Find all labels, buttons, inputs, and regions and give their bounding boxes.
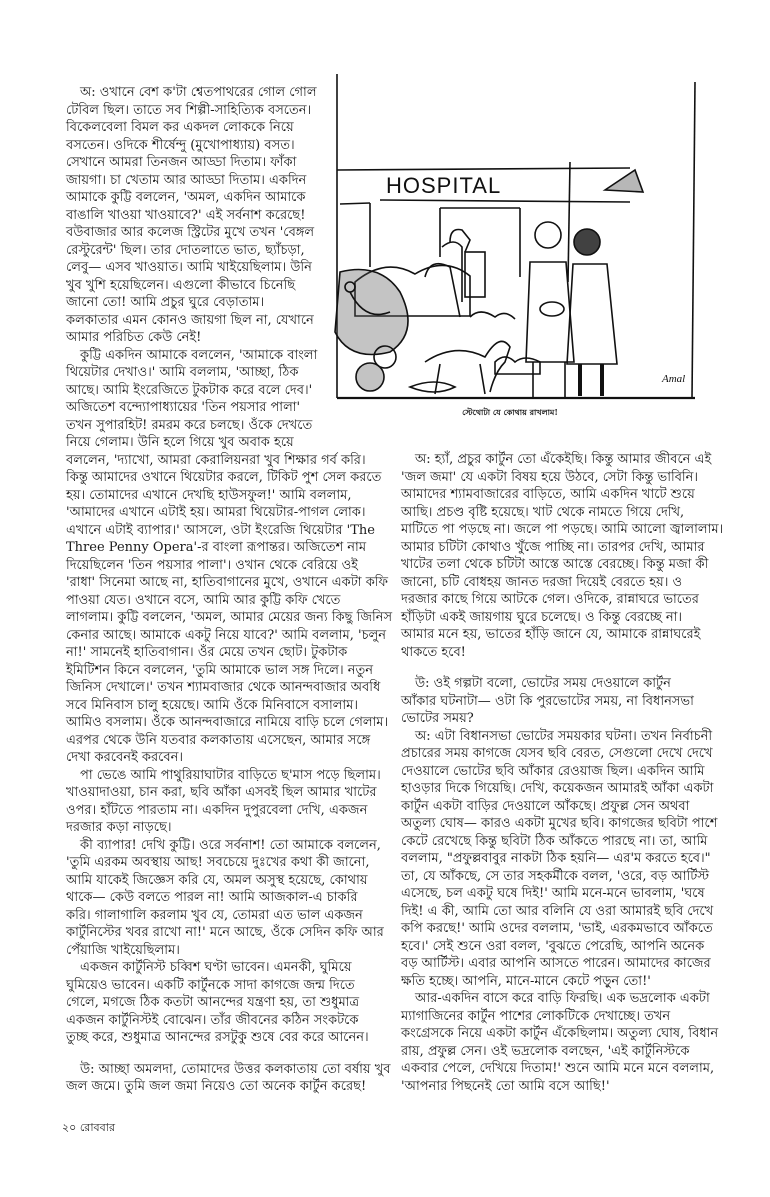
text-line: থাকতে হবে! (401, 644, 466, 660)
text-line: আমার চটিটা কোথাও খুঁজে পাচ্ছি না। তারপর দেখি, আমার (401, 539, 705, 555)
page-footer (62, 1119, 115, 1138)
text-line: কলকাতার এমন কোনও জায়গা ছিল না, যেখানে (66, 312, 314, 328)
text-line: 'আমাদের এখানে এটাই হয়। আমরা থিয়েটার-পাগল লোক। (66, 505, 366, 520)
text-line: লাগলাম। কুট্টি বললেন, 'অমল, আমার মেয়ের জন্য কিছু জিনিস (66, 610, 393, 625)
paragraph (401, 990, 719, 1095)
text-line: বাঙালি খাওয়া খাওয়াবে?' এই সর্বনাশ করেছে! (66, 207, 306, 223)
text-line: জিনিস দেখালে।' তখন শ্যামবাজার থেকে আনন্দবাজার অবধি (66, 680, 381, 695)
text-line: হাঁড়িটা একই জায়গায় ঘুরে চলেছে। ও কিন্তু বেরচ্ছে না। (401, 609, 683, 625)
text-line: হয়। তোমাদের এখানে দেখছি হাউসফুল!' আমি বললাম, (66, 487, 352, 503)
text-line: টেবিল ছিল। তাতে সব শিল্পী-সাহিত্যিক বসতেন। (66, 102, 312, 118)
text-line: লেবু— এসব খাওয়াত। আমি খাইয়েছিলাম। উনি (66, 260, 312, 275)
text-line: বললেন, 'দ্যাখো, আমরা কেরালিয়নরা খুব শিক্ষার গর্ব করি। (66, 452, 366, 468)
text-line: পা ভেঙে আমি পাথুরিয়াঘাটার বাড়িতে ছ'মাস পড়ে ছিলাম। (80, 767, 381, 783)
text-line: পেঁয়াজি খাইয়েছিলাম। (66, 942, 180, 958)
paragraph (66, 84, 371, 347)
text-line: তুচ্ছ করে, শুধুমাত্র আনন্দের রসটুকু শুষে বের করে আনেন। (66, 1030, 369, 1045)
text-line: প্রচারের সময় কাগজে যেসব ছবি বেরত, সেগুলো দেখে দেখে (401, 746, 713, 761)
text-line: ঘুমিয়েও ভাবেন। একটি কার্টুনকে সাদা কাগজে জন্ম দিতে (66, 977, 355, 993)
text-line: দেওয়ালে ভোটের ছবি আঁকার রেওয়াজ ছিল। একদিন আমি (401, 763, 705, 779)
text-line: আমার মনে হয়, ভাতের হাঁড়ি জানে যে, আমাকে রান্নাঘরেই (401, 627, 701, 642)
text-line: রেস্টুরেন্ট' ছিল। তার দোতলাতে ভাত, ছ্যাঁচড়া, (66, 242, 305, 258)
text-line: খাওয়াদাওয়া, চান করা, ছবি আঁকা এসবই ছিল আমার খাটের (66, 785, 377, 800)
text-line: 'জল জমা' যে একটা বিষয় হয়ে উঠবে, সেটা কিন্তু ভাবিনি। (401, 469, 699, 485)
cartoon-caption: স্টেথোটা যে কোথায় রাখলাম! (462, 407, 558, 417)
article-left-column (66, 84, 393, 1096)
text-line: দরজার কাছে গিয়ে আটকে গেল। ওদিকে, রান্নাঘরে ভাতের (401, 592, 699, 607)
text-line: অজিতেশ বন্দ্যোপাধ্যায়ের 'তিন পয়সার পালা' (66, 400, 301, 415)
text-line: বড় আর্টিস্ট। এবার আপনি আসতে পারেন। আমাদের কাজের (401, 956, 711, 971)
text-line: জানো, চটি বোধহয় জানত দরজা দিয়েই বেরতে হয়। ও (401, 574, 683, 590)
text-line: আমি যাকেই জিজ্ঞেস করি যে, অমল অসুস্থ হয়েছে, কোথায় (66, 872, 368, 888)
paragraph (401, 675, 701, 728)
text-line: সেখানে আমরা তিনজন আড্ডা দিতাম। ফাঁকা (66, 155, 297, 170)
text-line: একবার পেলে, দেখিয়ে দিতাম!' শুনে আমি মনে মনে বললাম, (401, 1061, 715, 1076)
text-line: কেনার আছে। আমাকে একটু নিয়ে যাবে?' আমি বললাম, 'চলুন (66, 627, 387, 643)
text-line: নিয়ে গেলাম। উনি হলে গিয়ে খুব অবাক হয়ে (66, 435, 294, 450)
text-line: এরপর থেকে উনি যতবার কলকাতায় এসেছেন, আমার সঙ্গে (66, 732, 371, 748)
text-line: কুট্টি একদিন আমাকে বললেন, 'আমাকে বাংলা (80, 347, 318, 363)
text-line: একজন কার্টুনিস্ট চব্বিশ ঘণ্টা ভাবেন। এমনকী, ঘুমিয়ে (80, 960, 352, 975)
text-line: আমাকে কুট্টি বললেন, 'অমল, একদিন আমাকে (66, 190, 306, 205)
text-line: কেটে রেখেছে কিন্তু ছবিটা ঠিক আঁকতে পারছে না। তা, আমি (401, 833, 708, 849)
paragraph (66, 767, 381, 837)
text-line: আঁকার ঘটনাটা— ওটা কি পুরভোটের সময়, না বিধানসভা (401, 693, 694, 709)
paragraph (66, 959, 371, 1047)
text-line: ক্ষতি হচ্ছে। আপনি, মানে-মানে কেটে পড়ুন তো!' (401, 973, 651, 989)
text-line: মাটিতে পা পড়ছে না। জলে পা পড়ছে। আমি আলো জ্বালালাম। (401, 522, 724, 537)
text-line: গেলে, মগজে ঠিক কতটা আনন্দের যন্ত্রণা হয়, তা শুধুমাত্র (66, 995, 359, 1010)
text-line: সবে মিনিবাস চালু হয়েছে। আমি ওঁকে মিনিবাসে বসালাম। (66, 697, 359, 713)
text-line: 'তুমি এরকম অবস্থায় আছ! সবচেয়ে দুঃখের কথা কী জানো, (66, 855, 370, 870)
text-line: আছি। প্রচণ্ড বৃষ্টি হয়েছে। খাট থেকে নামতে গিয়ে দেখি, (401, 504, 685, 520)
text-line: একজন কার্টুনিস্টই বোঝেন। তাঁর জীবনের কঠিন সংকটকে (66, 1012, 359, 1028)
text-line: আমার পরিচিত কেউ নেই! (66, 330, 202, 345)
paragraph (66, 1061, 391, 1096)
text-line: কপি করছে!' আমি ওদের বললাম, 'ভাই, এরকমভাবে আঁকতে (401, 921, 713, 936)
text-line: আমিও বসলাম। ওঁকে আনন্দবাজারে নামিয়ে বাড়ি চলে গেলাম। (66, 715, 389, 730)
text-line: ম্যাগাজিনের কার্টুন পাশের লোকটিকে দেখাচ্ছে। তখন (401, 1008, 671, 1024)
text-line: জল জমে। তুমি জল জমা নিয়েও তো অনেক কার্টুন করেছ! (66, 1079, 367, 1094)
paragraph (66, 837, 384, 960)
text-line: বসতেন। ওদিকে শীর্ষেন্দু (মুখোপাধ্যায়) বসত। (66, 137, 295, 153)
text-line: এখানে এটাই ব্যাপার।' আসলে, ওটা ইংরেজি থিয়েটার 'The (66, 522, 375, 538)
text-line: করি। গালাগালি করলাম খুব যে, তোমরা এত ভাল একজন (66, 907, 363, 923)
paragraph (401, 728, 718, 991)
text-line: কী ব্যাপার! দেখি কুট্টি। ওরে সর্বনাশ! তো আমাকে বললেন, (80, 837, 381, 853)
hospital-sign-text: HOSPITAL (386, 173, 502, 198)
text-line: দিয়েছিলেন 'তিন পয়সার পালা'। ওখান থেকে বেরিয়ে ওই (66, 557, 358, 573)
text-line: রায়, প্রফুল্ল সেন। ওই ভদ্রলোক বলছেন, 'এই কার্টুনিস্টকে (401, 1043, 690, 1059)
text-line: জানো তো! আমি প্রচুর ঘুরে বেড়াতাম। (66, 295, 265, 310)
text-line: পাওয়া যেত। ওখানে বসে, আমি আর কুট্টি কফি খেতে (66, 592, 341, 608)
sign-bottom-line (380, 200, 630, 202)
text-line: আছে। আমি ইংরেজিতে টুকটাক করে বলে দেব।' (66, 382, 313, 398)
text-line: দরজার কড়া নাড়ছে। (66, 820, 172, 835)
page-number: ২০ (62, 1121, 77, 1134)
text-line: থাকে— কেউ বলতে পারল না! আমি আজকাল-এ চাকরি (66, 890, 358, 905)
paragraph (66, 347, 393, 767)
text-line: ভোটের সময়? (401, 711, 474, 726)
text-line: না!' সামনেই হাতিবাগান। ওঁর মেয়ে তখন ছোট। টুকটাক (66, 645, 348, 660)
text-line: উ: ওই গল্পটা বলো, ভোটের সময় দেওয়ালে কার্টুন (415, 676, 671, 691)
text-line: আমাদের শ্যামবাজারের বাড়িতে, আমি একদিন খাটে শুয়ে (401, 487, 695, 502)
text-line: থিয়েটার দেখাও।' আমি বললাম, 'আচ্ছা, ঠিক (66, 365, 299, 380)
cartoon-frame-right (692, 82, 695, 398)
text-line: অ: হ্যাঁ, প্রচুর কার্টুন তো এঁকেইছি। কিন্তু আমার জীবনে এই (415, 452, 712, 467)
text-line: হাওড়ার দিকে গিয়েছি। দেখি, কয়েকজন আমারই আঁকা একটা (401, 781, 714, 796)
text-line: হবে।' সেই শুনে ওরা বলল, 'বুঝতে পেরেছি, আপনি অনেক (401, 938, 705, 954)
text-line: কিন্তু আমাদের ওখানে থিয়েটার করলে, টিকিট পুশ সেল করতে (66, 470, 382, 485)
text-line: অ: ওখানে বেশ ক'টা শ্বেতপাথরের গোল গোল (80, 85, 317, 100)
paragraph (401, 451, 724, 661)
text-line: দিই! এ কী, আমি তো আর বলিনি যে ওরা আমারই ছবি দেখে (401, 903, 714, 919)
text-line: 'রাধা' সিনেমা আছে না, হাতিবাগানের মুখে, ওখানে একটা কফি (66, 575, 389, 590)
text-line: ওপর। হাঁটতে পারতাম না। একদিন দুপুরবেলা দেখি, একজন (66, 802, 368, 818)
text-line: কার্টুনিস্টের খবর রাখো না!' মনে আছে, ওঁকে সেদিন কফি আর (66, 925, 384, 940)
text-line: এসেছে, চল একটু ঘষে দিই!' আমি মনে-মনে ভাবলাম, 'ঘষে (401, 886, 705, 901)
text-line: খুব খুশি হয়েছিলেন। এগুলো কীভাবে চিনেছি (66, 277, 296, 293)
cartoonist-signature: Amal (662, 373, 686, 385)
text-line: তা, যে আঁকছে, সে তার সহকর্মীকে বলল, 'ওরে, বড় আর্টিস্ট (401, 868, 710, 884)
text-line: দেখা করবেনই করবেন। (66, 750, 184, 765)
text-line: ইমিটিশন কিনে বললেন, 'তুমি আমাকে ভাল সঙ্গ দিলে। নতুন (66, 662, 374, 678)
text-line: জায়গা। চা খেতাম আর আড্ডা দিতাম। একদিন (66, 172, 307, 188)
text-line: উ: আচ্ছা অমলদা, তোমাদের উত্তর কলকাতায় তো বর্ষায় খুব (80, 1061, 391, 1077)
text-line: 'আপনার পিছনেই তো আমি বসে আছি!' (401, 1078, 610, 1094)
text-line: অ: এটা বিধানসভা ভোটের সময়কার ঘটনা। তখন নির্বাচনী (415, 728, 713, 744)
text-line: আর-একদিন বাসে করে বাড়ি ফিরছি। এক ভদ্রলোক একটা (415, 991, 710, 1006)
text-line: বিকেলবেলা বিমল কর একদল লোককে নিয়ে (66, 120, 294, 135)
text-line: কংগ্রেসকে নিয়ে একটা কার্টুন এঁকেছিলাম। অতুল্য ঘোষ, বিধান (401, 1026, 719, 1041)
hospital-cartoon-illustration (330, 72, 702, 400)
text-line: অতুল্য ঘোষ— কারও একটা মুখের ছবি। কাগজের ছবিটা পাশে (401, 816, 718, 831)
text-line: বউবাজার আর কলেজ স্ট্রিটের মুখে তখন 'বেঙ্গল (66, 225, 315, 240)
text-line: খাটের তলা থেকে চটিটা আস্তে আস্তে বেরচ্ছে। কিন্তু মজা কী (401, 557, 709, 572)
text-line: তখন সুপারহিট! রমরম করে চলছে। ওঁকে দেখতে (66, 417, 313, 433)
text-line: Three Penny Opera'-র বাংলা রূপান্তর। অজিতেশ নাম (66, 540, 367, 555)
sign-top-line (337, 168, 630, 170)
text-line: কার্টুন একটা বাড়ির দেওয়ালে আঁকছে। প্রফুল্ল সেন অথবা (401, 798, 690, 814)
text-line: বললাম, "প্রফুল্লবাবুর নাকটা ঠিক হয়নি— এর'ম করতে হবে।" (401, 851, 711, 866)
magazine-name: রোববার (79, 1121, 116, 1134)
article-right-column (401, 451, 724, 1095)
